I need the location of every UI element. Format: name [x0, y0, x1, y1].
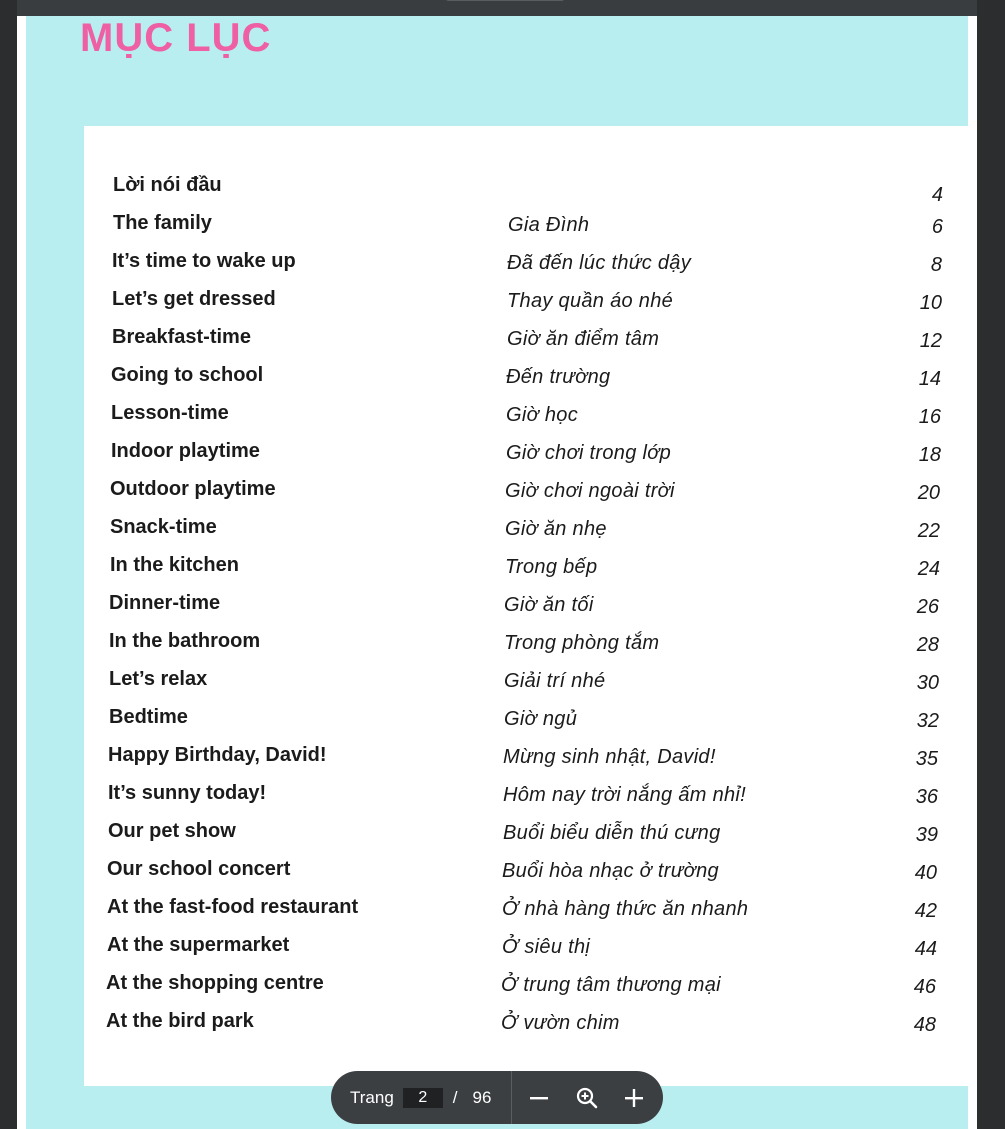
page-title: MỤC LỤC	[80, 16, 272, 60]
page-number-input[interactable]: 2	[403, 1088, 443, 1108]
minus-icon	[528, 1087, 550, 1109]
fit-zoom-button[interactable]	[575, 1086, 599, 1110]
toc-english-title: It’s time to wake up	[112, 250, 296, 272]
toc-english-title: In the bathroom	[109, 630, 261, 652]
toc-row	[111, 440, 941, 468]
page-total: 96	[472, 1087, 492, 1107]
toc-row	[109, 592, 939, 620]
toc-page-number: 6	[931, 216, 943, 238]
table-of-contents	[17, 16, 977, 1076]
toc-vietnamese-title: Giờ ăn điểm tâm	[507, 328, 660, 350]
toc-row	[113, 174, 943, 206]
toc-row	[107, 934, 937, 962]
toc-page-number: 10	[919, 292, 942, 314]
toc-english-title: Let’s get dressed	[112, 288, 276, 310]
toc-row	[107, 896, 937, 924]
toc-english-title: At the supermarket	[107, 934, 290, 956]
toc-page-number: 8	[930, 254, 942, 276]
toc-page-number: 18	[918, 444, 941, 466]
toc-vietnamese-title: Giờ ăn nhẹ	[505, 518, 607, 540]
toc-row	[113, 212, 943, 240]
toc-row	[108, 744, 938, 772]
toc-vietnamese-title: Giờ học	[506, 404, 578, 426]
top-handle	[445, 0, 565, 1]
toc-page-number: 44	[914, 938, 937, 960]
toc-row	[106, 1010, 936, 1038]
toc-vietnamese-title: Giờ chơi trong lớp	[506, 442, 672, 464]
toc-row	[107, 858, 937, 886]
toc-english-title: Snack-time	[110, 516, 217, 538]
toc-vietnamese-title: Ở nhà hàng thức ăn nhanh	[502, 898, 749, 920]
page-label: Trang	[350, 1087, 394, 1107]
toc-english-title: Lời nói đầu	[113, 174, 222, 196]
document-page	[17, 16, 977, 1129]
toc-english-title: At the bird park	[106, 1010, 254, 1032]
toc-vietnamese-title: Thay quần áo nhé	[507, 290, 674, 312]
zoom-in-button[interactable]	[622, 1086, 646, 1110]
toc-english-title: Bedtime	[109, 706, 188, 728]
toc-vietnamese-title: Trong phòng tắm	[504, 632, 660, 654]
toc-vietnamese-title: Trong bếp	[505, 556, 598, 578]
toc-vietnamese-title: Mừng sinh nhật, David!	[503, 746, 716, 768]
toc-english-title: The family	[113, 212, 212, 234]
toc-page-number: 36	[915, 786, 938, 808]
toc-page-number: 35	[915, 748, 938, 770]
toc-english-title: At the shopping centre	[106, 972, 324, 994]
toc-english-title: It’s sunny today!	[108, 782, 267, 804]
toc-row	[112, 288, 942, 316]
toc-page-number: 32	[916, 710, 939, 732]
viewer-top-bar	[17, 0, 977, 16]
toc-page-number: 28	[916, 634, 939, 656]
toc-vietnamese-title: Giờ chơi ngoài trời	[505, 480, 675, 502]
toc-row	[111, 402, 941, 430]
toc-page-number: 12	[919, 330, 942, 352]
toc-vietnamese-title: Ở trung tâm thương mại	[501, 974, 721, 996]
toc-page-number: 24	[917, 558, 940, 580]
toc-row	[110, 516, 940, 544]
toc-page-number: 16	[918, 406, 941, 428]
toc-english-title: Going to school	[111, 364, 264, 386]
toc-vietnamese-title: Gia Đình	[508, 214, 590, 236]
toc-english-title: Outdoor playtime	[110, 478, 276, 500]
toc-row	[112, 250, 942, 278]
toc-page-number: 14	[918, 368, 941, 390]
toc-vietnamese-title: Đã đến lúc thức dậy	[507, 252, 692, 274]
toc-row	[109, 706, 939, 734]
toc-english-title: Our school concert	[107, 858, 291, 880]
toc-vietnamese-title: Hôm nay trời nắng ấm nhỉ!	[503, 784, 747, 806]
toc-english-title: Lesson-time	[111, 402, 229, 424]
toc-vietnamese-title: Ở siêu thị	[502, 936, 591, 958]
toc-row	[110, 554, 940, 582]
page-navigator	[331, 1071, 663, 1124]
toc-vietnamese-title: Buổi biểu diễn thú cưng	[503, 822, 721, 844]
toc-page-number: 22	[917, 520, 940, 542]
toc-english-title: At the fast-food restaurant	[107, 896, 359, 918]
toc-vietnamese-title: Ở vườn chim	[501, 1012, 620, 1034]
toc-page-number: 26	[916, 596, 939, 618]
page-separator: /	[452, 1087, 458, 1107]
toc-vietnamese-title: Đến trường	[506, 366, 611, 388]
toc-row	[109, 630, 939, 658]
toc-row	[106, 972, 936, 1000]
toc-row	[110, 478, 940, 506]
toc-row	[108, 782, 938, 810]
toc-english-title: Dinner-time	[109, 592, 221, 614]
toc-vietnamese-title: Giải trí nhé	[504, 670, 606, 692]
plus-icon	[623, 1087, 645, 1109]
toc-english-title: Breakfast-time	[112, 326, 251, 348]
toc-english-title: Happy Birthday, David!	[108, 744, 327, 766]
toc-row	[108, 820, 938, 848]
toc-page-number: 4	[931, 184, 943, 206]
toc-row	[109, 668, 939, 696]
toc-english-title: In the kitchen	[110, 554, 239, 576]
toc-page-number: 20	[917, 482, 940, 504]
toc-page-number: 40	[914, 862, 937, 884]
zoom-in-icon	[575, 1086, 599, 1110]
toc-english-title: Our pet show	[108, 820, 236, 842]
toc-page-number: 30	[916, 672, 939, 694]
toc-page-number: 42	[914, 900, 937, 922]
zoom-out-button[interactable]	[527, 1086, 551, 1110]
toc-vietnamese-title: Giờ ngủ	[504, 708, 578, 730]
pager-divider	[511, 1071, 512, 1124]
toc-page-number: 48	[913, 1014, 936, 1036]
toc-page-number: 39	[915, 824, 938, 846]
toc-vietnamese-title: Buổi hòa nhạc ở trường	[502, 860, 719, 882]
toc-page-number: 46	[913, 976, 936, 998]
toc-vietnamese-title: Giờ ăn tối	[504, 594, 594, 616]
toc-row	[112, 326, 942, 354]
toc-english-title: Indoor playtime	[111, 440, 260, 462]
toc-english-title: Let’s relax	[109, 668, 208, 690]
toc-row	[111, 364, 941, 392]
